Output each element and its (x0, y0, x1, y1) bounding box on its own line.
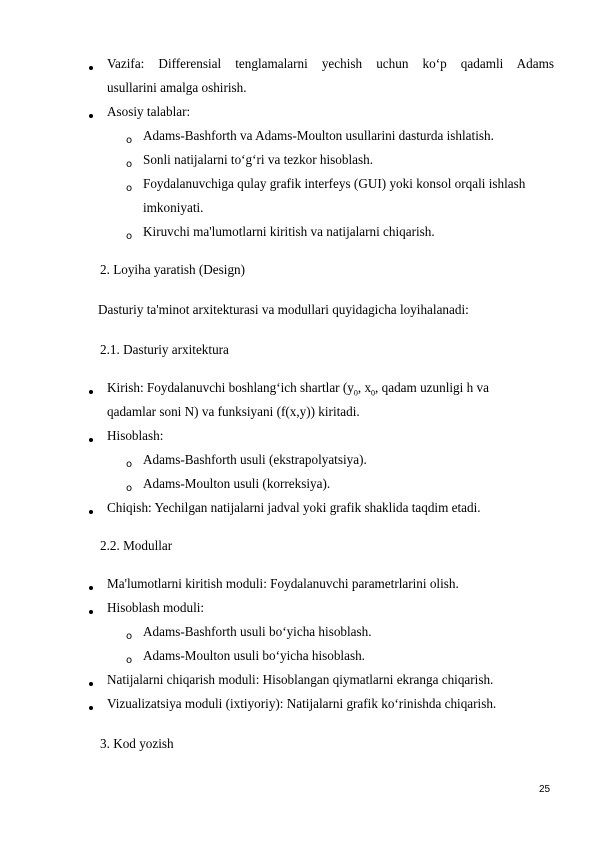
requirement-item: Foydalanuvchiga qulay grafik interfeys (GUI) yoki konsol orqali ishlash (143, 176, 526, 191)
compute-item: Adams-Bashforth usuli (ekstrapolyatsiya). (143, 452, 367, 467)
module-subitem: Adams-Bashforth usuli bo‘yicha hisoblash. (143, 624, 372, 639)
output-line: Chiqish: Yechilgan natijalarni jadval yoki grafik shaklida taqdim etadi. (107, 500, 481, 515)
sub-bullet-marker: o (126, 135, 133, 146)
bullet-marker (89, 510, 93, 514)
sub-bullet-marker: o (126, 231, 133, 242)
page-number: 25 (539, 784, 551, 795)
input-line-2: qadamlar soni N) va funksiyani (f(x,y)) kiritadi. (107, 404, 360, 419)
sub-bullet-marker: o (126, 183, 133, 194)
bullet-marker (89, 390, 93, 394)
requirement-item: Adams-Bashforth va Adams-Moulton usullarini dasturda ishlatish. (143, 128, 494, 143)
subsection-heading: 2.2. Modullar (100, 538, 173, 553)
sub-bullet-marker: o (126, 631, 133, 642)
requirement-item: Sonli natijalarni to‘g‘ri va tezkor hisoblash. (143, 152, 373, 167)
input-line-1: Kirish: Foydalanuvchi boshlang‘ich shartlar ($y_0$, $x_0$, qadam uzunligi h va (107, 380, 489, 398)
task-line-2: usullarini amalga oshirish. (107, 80, 247, 95)
module-item: Vizualizatsiya moduli (ixtiyoriy): Natijalarni grafik ko‘rinishda chiqarish. (107, 696, 497, 711)
compute-item: Adams-Moulton usuli (korreksiya). (143, 476, 331, 491)
bullet-marker (89, 586, 93, 590)
bullet-marker (89, 706, 93, 710)
subsection-heading: 2.1. Dasturiy arxitektura (100, 342, 229, 357)
bullet-marker (89, 610, 93, 614)
sub-bullet-marker: o (126, 655, 133, 666)
task-line-1: Vazifa: Differensial tenglamalarni yechish uchun ko‘p qadamli Adams (107, 56, 554, 71)
compute-heading: Hisoblash: (107, 428, 164, 443)
requirement-item: Kiruvchi ma'lumotlarni kiritish va natijalarni chiqarish. (143, 224, 435, 239)
requirements-heading: Asosiy talablar: (107, 104, 191, 119)
sub-bullet-marker: o (126, 159, 133, 170)
section-heading: 2. Loyiha yaratish (Design) (100, 262, 246, 277)
module-item: Hisoblash moduli: (107, 600, 205, 615)
module-item: Natijalarni chiqarish moduli: Hisoblangan qiymatlarni ekranga chiqarish. (107, 672, 494, 687)
bullet-marker (89, 682, 93, 686)
paragraph: Dasturiy ta'minot arxitekturasi va modullari quyidagicha loyihalanadi: (98, 302, 469, 317)
section-heading: 3. Kod yozish (100, 736, 174, 751)
bullet-marker (89, 114, 93, 118)
requirement-item-cont: imkoniyati. (143, 200, 204, 215)
module-subitem: Adams-Moulton usuli bo‘yicha hisoblash. (143, 648, 365, 663)
sub-bullet-marker: o (126, 459, 133, 470)
sub-bullet-marker: o (126, 483, 133, 494)
module-item: Ma'lumotlarni kiritish moduli: Foydalanuvchi parametrlarini olish. (107, 576, 459, 591)
bullet-marker (89, 438, 93, 442)
bullet-marker (89, 66, 93, 70)
